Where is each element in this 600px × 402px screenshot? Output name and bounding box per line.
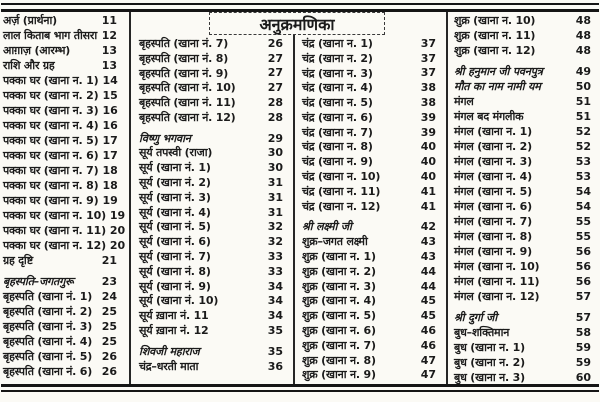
toc-entry-label: श्री लक्ष्मी जी bbox=[302, 220, 352, 234]
toc-column-4 bbox=[448, 12, 600, 386]
toc-entry bbox=[139, 249, 283, 264]
toc-entry-label: चंद्र (खाना न. 6) bbox=[302, 110, 373, 124]
toc-entry bbox=[302, 66, 436, 81]
toc-entry-label: चंद्र (खाना न. 1) bbox=[302, 36, 373, 50]
toc-entry-page: 58 bbox=[575, 326, 591, 339]
toc-entry bbox=[454, 274, 591, 289]
toc-entry-label: बृहस्पति (खाना नं. 3) bbox=[3, 320, 93, 333]
toc-entry bbox=[302, 169, 436, 184]
toc-entry-label: मंगल बद मंगलीक bbox=[454, 110, 524, 123]
toc-entry bbox=[3, 163, 117, 178]
toc-entry-page: 33 bbox=[267, 264, 283, 278]
bottom-double-rule bbox=[1, 384, 599, 392]
toc-column-1 bbox=[0, 12, 131, 386]
toc-entry-page: 40 bbox=[420, 155, 436, 169]
toc-entry-page: 32 bbox=[267, 220, 283, 234]
toc-entry-page: 51 bbox=[575, 110, 591, 123]
toc-entry-label: मंगल (खाना न. 8) bbox=[454, 230, 532, 243]
toc-entry bbox=[454, 310, 591, 325]
toc-entry bbox=[302, 95, 436, 110]
toc-entry bbox=[302, 140, 436, 155]
toc-entry bbox=[302, 80, 436, 95]
toc-entry-label: बुध (खाना न. 1) bbox=[454, 341, 525, 354]
toc-entry-label: मंगल (खाना न. 9) bbox=[454, 245, 532, 258]
toc-entry-page: 38 bbox=[420, 81, 436, 95]
toc-entry-page: 40 bbox=[420, 140, 436, 154]
toc-entry-page: 38 bbox=[420, 96, 436, 110]
toc-entry-label: शुक्र (खाना न. 12) bbox=[454, 44, 536, 57]
toc-entry-label: बृहस्पति (खाना नं. 4) bbox=[3, 335, 93, 348]
toc-entry bbox=[3, 238, 126, 253]
toc-entry-page: 34 bbox=[267, 279, 283, 293]
toc-entry-label: मंगल (खाना न. 4) bbox=[454, 170, 532, 183]
toc-entry-page: 28 bbox=[267, 110, 283, 124]
toc-entry-label: ग्रह दृष्टि bbox=[3, 254, 33, 267]
toc-entry bbox=[302, 199, 436, 214]
toc-entry-page: 21 bbox=[101, 254, 117, 267]
toc-entry bbox=[139, 110, 283, 125]
toc-entry bbox=[302, 323, 436, 338]
toc-entry-label: शुक्र (खाना न. 11) bbox=[454, 29, 536, 42]
toc-entry bbox=[454, 370, 591, 385]
toc-entry-page: 48 bbox=[575, 44, 591, 57]
toc-entry-label: सूर्य (खाना नं. 9) bbox=[139, 279, 211, 293]
toc-entry-page: 26 bbox=[101, 365, 117, 378]
toc-entry-page: 47 bbox=[420, 368, 436, 382]
toc-entry-page: 40 bbox=[420, 170, 436, 184]
page-title: अनुक्रमणिका bbox=[259, 14, 335, 34]
toc-entry-page: 25 bbox=[101, 335, 117, 348]
toc-entry-page: 18 bbox=[102, 179, 118, 192]
toc-entry-label: सूर्य (खाना नं. 4) bbox=[139, 205, 211, 219]
toc-entry-label: पक्का घर (खाना न. 12) bbox=[3, 239, 106, 252]
toc-entry-label: बृहस्पति (खाना नं. 2) bbox=[3, 305, 93, 318]
toc-entry bbox=[454, 28, 591, 43]
toc-entry-page: 54 bbox=[575, 200, 591, 213]
toc-entry-label: पक्का घर (खाना न. 2) bbox=[3, 89, 99, 102]
toc-entry-page: 31 bbox=[267, 205, 283, 219]
toc-entry-page: 32 bbox=[267, 235, 283, 249]
toc-entry-label: सूर्य ख़ाना नं. 11 bbox=[139, 309, 209, 323]
toc-entry-label: पक्का घर (खाना न. 11) bbox=[3, 224, 106, 237]
toc-entry bbox=[454, 214, 591, 229]
toc-entry-page: 56 bbox=[575, 260, 591, 273]
toc-entry-label: बृहस्पति (खाना नं. 6) bbox=[3, 365, 93, 378]
toc-entry-page: 54 bbox=[575, 185, 591, 198]
toc-entry-label: चंद्र (खाना न. 7) bbox=[302, 125, 373, 139]
toc-entry bbox=[302, 36, 436, 51]
toc-entry bbox=[302, 110, 436, 125]
toc-entry-page: 47 bbox=[420, 353, 436, 367]
toc-entry bbox=[139, 175, 283, 190]
toc-entry-page: 42 bbox=[420, 220, 436, 234]
toc-entry-label: पक्का घर (खाना न. 6) bbox=[3, 149, 99, 162]
toc-entry-page: 56 bbox=[575, 275, 591, 288]
toc-entry bbox=[302, 338, 436, 353]
toc-entry-label: पक्का घर (खाना न. 3) bbox=[3, 104, 99, 117]
toc-entry-page: 35 bbox=[267, 324, 283, 338]
toc-entry-page: 19 bbox=[102, 194, 118, 207]
toc-entry bbox=[3, 289, 117, 304]
toc-entry-label: चंद्र–धरती माता bbox=[139, 359, 199, 373]
toc-entry bbox=[3, 103, 117, 118]
toc-entry-page: 13 bbox=[101, 44, 117, 57]
toc-entry-label: सूर्य (खाना नं. 3) bbox=[139, 190, 211, 204]
toc-entry-label: शुक्र (खाना न. 3) bbox=[302, 279, 376, 293]
toc-entry-label: शुक्र (खाना न. 10) bbox=[454, 14, 536, 27]
toc-entry bbox=[139, 146, 283, 161]
toc-entry-label: बृहस्पति (खाना नं. 1) bbox=[3, 290, 93, 303]
toc-entry bbox=[3, 253, 117, 268]
toc-entry-page: 15 bbox=[102, 89, 118, 102]
toc-entry bbox=[3, 274, 117, 289]
toc-entry-label: पक्का घर (खाना न. 8) bbox=[3, 179, 99, 192]
toc-entry-page: 37 bbox=[420, 66, 436, 80]
page-title-box bbox=[209, 12, 385, 35]
toc-entry-page: 12 bbox=[101, 29, 117, 42]
toc-entry-page: 60 bbox=[575, 371, 591, 384]
toc-entry-page: 30 bbox=[267, 161, 283, 175]
toc-entry bbox=[454, 340, 591, 355]
toc-entry-label: बृहस्पति (खाना नं. 5) bbox=[3, 350, 93, 363]
toc-entry-label: शुक्र (खाना न. 9) bbox=[302, 368, 376, 382]
toc-entry bbox=[3, 349, 117, 364]
toc-entry-label: बृहस्पति (खाना नं. 8) bbox=[139, 51, 229, 65]
toc-entry-page: 16 bbox=[102, 119, 118, 132]
toc-entry-label: श्री हनुमान जी पवनपुत्र bbox=[454, 65, 543, 78]
toc-entry-page: 17 bbox=[102, 134, 118, 147]
toc-entry-label: शुक्र (खाना न. 2) bbox=[302, 264, 376, 278]
toc-entry bbox=[454, 259, 591, 274]
toc-entry bbox=[139, 294, 283, 309]
toc-entry-label: पक्का घर (खाना न. 4) bbox=[3, 119, 99, 132]
toc-entry bbox=[139, 131, 283, 146]
toc-entry bbox=[302, 308, 436, 323]
toc-entry-label: राशि और ग्रह bbox=[3, 59, 55, 72]
toc-entry-label: बृहस्पति (खाना नं. 11) bbox=[139, 96, 236, 110]
toc-entry bbox=[139, 234, 283, 249]
toc-entry-label: चंद्र (खाना न. 4) bbox=[302, 81, 373, 95]
toc-entry bbox=[3, 364, 117, 379]
toc-entry bbox=[3, 178, 117, 193]
toc-entry-page: 43 bbox=[420, 250, 436, 264]
toc-entry-label: मंगल (खाना न. 3) bbox=[454, 155, 532, 168]
toc-entry bbox=[139, 51, 283, 66]
toc-entry-label: सूर्य ख़ाना नं. 12 bbox=[139, 324, 209, 338]
toc-columns bbox=[0, 12, 600, 386]
toc-entry-label: पक्का घर (खाना न. 7) bbox=[3, 164, 99, 177]
toc-entry-label: बृहस्पति (खाना नं. 12) bbox=[139, 110, 236, 124]
toc-entry-page: 49 bbox=[575, 65, 591, 78]
toc-entry-page: 37 bbox=[420, 36, 436, 50]
toc-entry bbox=[454, 169, 591, 184]
toc-entry-page: 55 bbox=[575, 230, 591, 243]
toc-entry-page: 41 bbox=[420, 184, 436, 198]
toc-entry-label: विष्णु भगवान bbox=[139, 131, 191, 145]
toc-entry-label: शुक्र (खाना न. 7) bbox=[302, 338, 376, 352]
toc-entry bbox=[3, 133, 117, 148]
toc-entry-page: 30 bbox=[267, 146, 283, 160]
toc-entry-page: 41 bbox=[420, 199, 436, 213]
toc-entry-page: 19 bbox=[109, 209, 126, 222]
toc-entry bbox=[302, 154, 436, 169]
toc-entry-label: चंद्र (खाना न. 12) bbox=[302, 199, 381, 213]
toc-entry bbox=[139, 359, 283, 374]
toc-column-2 bbox=[131, 12, 295, 386]
toc-entry-label: आग़ाज़ (आरम्भ) bbox=[3, 44, 71, 57]
toc-entry-page: 37 bbox=[420, 51, 436, 65]
toc-entry-label: मंगल (खाना न. 1) bbox=[454, 125, 532, 138]
toc-entry bbox=[454, 64, 591, 79]
toc-entry bbox=[3, 118, 117, 133]
toc-entry-page: 18 bbox=[102, 164, 118, 177]
toc-entry-label: मंगल bbox=[454, 95, 474, 108]
toc-entry-page: 25 bbox=[101, 320, 117, 333]
toc-entry bbox=[454, 43, 591, 58]
toc-entry-page: 57 bbox=[575, 311, 591, 324]
toc-entry-page: 39 bbox=[420, 125, 436, 139]
top-double-rule bbox=[1, 3, 599, 12]
toc-entry bbox=[139, 344, 283, 359]
toc-entry bbox=[454, 124, 591, 139]
toc-entry bbox=[454, 184, 591, 199]
toc-entry-label: बृहस्पति (खाना नं. 9) bbox=[139, 66, 229, 80]
toc-entry-page: 44 bbox=[420, 264, 436, 278]
toc-entry-page: 33 bbox=[267, 250, 283, 264]
toc-entry bbox=[3, 88, 117, 103]
toc-entry-label: पक्का घर (खाना न. 9) bbox=[3, 194, 99, 207]
toc-entry bbox=[3, 148, 117, 163]
toc-entry-page: 59 bbox=[575, 356, 591, 369]
toc-entry-page: 51 bbox=[575, 95, 591, 108]
toc-entry-label: चंद्र (खाना न. 11) bbox=[302, 184, 381, 198]
toc-entry-page: 39 bbox=[420, 110, 436, 124]
toc-entry-label: सूर्य (खाना नं. 7) bbox=[139, 250, 211, 264]
toc-entry-label: सूर्य तपस्वी (राजा) bbox=[139, 146, 213, 160]
toc-entry bbox=[454, 79, 591, 94]
toc-entry-label: शुक्र (खाना न. 1) bbox=[302, 250, 376, 264]
toc-entry-label: मंगल (खाना न. 5) bbox=[454, 185, 532, 198]
toc-entry bbox=[302, 220, 436, 235]
toc-entry-page: 46 bbox=[420, 324, 436, 338]
toc-entry bbox=[302, 264, 436, 279]
toc-entry-label: लाल किताब भाग तीसरा bbox=[3, 29, 98, 42]
toc-entry-page: 27 bbox=[267, 66, 283, 80]
toc-entry bbox=[139, 190, 283, 205]
toc-entry bbox=[302, 353, 436, 368]
toc-entry bbox=[139, 264, 283, 279]
toc-entry-label: मंगल (खाना न. 7) bbox=[454, 215, 532, 228]
toc-entry bbox=[3, 193, 117, 208]
toc-entry-page: 20 bbox=[109, 224, 126, 237]
toc-entry bbox=[139, 36, 283, 51]
toc-entry-label: शुक्र–जगत लक्ष्मी bbox=[302, 235, 368, 249]
toc-entry bbox=[3, 58, 117, 73]
toc-entry bbox=[139, 160, 283, 175]
toc-entry-page: 11 bbox=[101, 14, 117, 27]
toc-entry-label: शुक्र (खाना न. 5) bbox=[302, 309, 376, 323]
toc-entry bbox=[454, 139, 591, 154]
toc-entry bbox=[302, 294, 436, 309]
toc-entry bbox=[454, 229, 591, 244]
toc-entry-page: 50 bbox=[575, 80, 591, 93]
toc-entry-label: शुक्र (खाना न. 8) bbox=[302, 353, 376, 367]
toc-entry-page: 34 bbox=[267, 294, 283, 308]
toc-entry-page: 43 bbox=[420, 235, 436, 249]
toc-entry-page: 52 bbox=[575, 125, 591, 138]
toc-entry-page: 48 bbox=[575, 14, 591, 27]
toc-entry bbox=[3, 334, 117, 349]
toc-entry-label: मंगल (खाना न. 11) bbox=[454, 275, 540, 288]
toc-entry bbox=[454, 244, 591, 259]
toc-entry-page: 48 bbox=[575, 29, 591, 42]
toc-entry bbox=[302, 125, 436, 140]
toc-entry-label: सूर्य (खाना नं. 5) bbox=[139, 220, 211, 234]
toc-entry-label: चंद्र (खाना न. 8) bbox=[302, 140, 373, 154]
toc-entry-page: 23 bbox=[101, 275, 117, 288]
toc-entry-label: चंद्र (खाना न. 5) bbox=[302, 96, 373, 110]
toc-entry-page: 28 bbox=[267, 96, 283, 110]
toc-entry-page: 59 bbox=[575, 341, 591, 354]
toc-entry bbox=[3, 28, 117, 43]
toc-column-3 bbox=[295, 12, 448, 386]
toc-entry bbox=[302, 279, 436, 294]
toc-entry-page: 35 bbox=[267, 344, 283, 358]
toc-entry-page: 56 bbox=[575, 245, 591, 258]
toc-entry bbox=[139, 308, 283, 323]
toc-entry bbox=[3, 43, 117, 58]
toc-entry-page: 17 bbox=[102, 149, 118, 162]
toc-entry-page: 45 bbox=[420, 294, 436, 308]
toc-entry bbox=[454, 13, 591, 28]
toc-entry bbox=[302, 234, 436, 249]
toc-entry bbox=[454, 94, 591, 109]
toc-entry bbox=[302, 249, 436, 264]
toc-entry bbox=[3, 319, 117, 334]
toc-entry-label: मंगल (खाना न. 6) bbox=[454, 200, 532, 213]
toc-entry-label: चंद्र (खाना न. 10) bbox=[302, 170, 381, 184]
toc-entry bbox=[139, 80, 283, 95]
toc-entry-page: 53 bbox=[575, 170, 591, 183]
toc-entry-label: शुक्र (खाना न. 4) bbox=[302, 294, 376, 308]
toc-entry-label: मौत का नाम नामी यम bbox=[454, 80, 541, 93]
toc-entry bbox=[454, 109, 591, 124]
toc-entry-page: 34 bbox=[267, 309, 283, 323]
toc-entry bbox=[3, 208, 126, 223]
toc-entry-label: सूर्य (खाना नं. 8) bbox=[139, 264, 211, 278]
toc-entry bbox=[139, 323, 283, 338]
toc-entry bbox=[139, 279, 283, 294]
toc-entry-label: चंद्र (खाना न. 2) bbox=[302, 51, 373, 65]
toc-entry-page: 52 bbox=[575, 140, 591, 153]
toc-entry-page: 45 bbox=[420, 309, 436, 323]
toc-entry-label: चंद्र (खाना न. 3) bbox=[302, 66, 373, 80]
toc-entry-label: सूर्य (खाना नं. 1) bbox=[139, 161, 211, 175]
toc-entry-page: 55 bbox=[575, 215, 591, 228]
toc-entry bbox=[139, 95, 283, 110]
toc-entry bbox=[139, 220, 283, 235]
toc-entry-label: मंगल (खाना न. 2) bbox=[454, 140, 532, 153]
toc-entry-page: 26 bbox=[101, 350, 117, 363]
toc-entry-label: बुध (खाना न. 3) bbox=[454, 371, 525, 384]
toc-entry-label: बृहस्पति (खाना नं. 7) bbox=[139, 36, 229, 50]
toc-entry-label: सूर्य (खाना नं. 6) bbox=[139, 235, 211, 249]
toc-entry bbox=[454, 154, 591, 169]
toc-entry-label: शिवजी महाराज bbox=[139, 344, 200, 358]
toc-entry bbox=[139, 205, 283, 220]
toc-entry bbox=[302, 51, 436, 66]
toc-entry-label: बुध–शक्तिमान bbox=[454, 326, 510, 339]
toc-entry-page: 46 bbox=[420, 338, 436, 352]
toc-entry-page: 27 bbox=[267, 81, 283, 95]
toc-entry-page: 14 bbox=[102, 74, 118, 87]
toc-entry-page: 44 bbox=[420, 279, 436, 293]
toc-entry-label: बृहस्पति (खाना नं. 10) bbox=[139, 81, 236, 95]
toc-entry bbox=[3, 13, 117, 28]
toc-entry bbox=[302, 184, 436, 199]
toc-entry-page: 13 bbox=[101, 59, 117, 72]
toc-entry-page: 57 bbox=[575, 290, 591, 303]
toc-entry bbox=[454, 289, 591, 304]
toc-entry-page: 53 bbox=[575, 155, 591, 168]
toc-entry-label: मंगल (खाना न. 10) bbox=[454, 260, 540, 273]
toc-entry-label: चंद्र (खाना न. 9) bbox=[302, 155, 373, 169]
toc-entry bbox=[454, 355, 591, 370]
toc-entry-label: अर्ज़ (प्रार्थना) bbox=[3, 14, 57, 27]
toc-entry-page: 31 bbox=[267, 190, 283, 204]
toc-entry-label: सूर्य (खाना नं. 10) bbox=[139, 294, 219, 308]
toc-entry-label: पक्का घर (खाना न. 1) bbox=[3, 74, 99, 87]
toc-entry-page: 20 bbox=[109, 239, 126, 252]
toc-entry-label: श्री दुर्गा जी bbox=[454, 311, 497, 324]
toc-entry-page: 25 bbox=[101, 305, 117, 318]
toc-entry-label: पक्का घर (खाना न. 10) bbox=[3, 209, 106, 222]
toc-entry-page: 29 bbox=[267, 131, 283, 145]
toc-entry-label: शुक्र (खाना न. 6) bbox=[302, 324, 376, 338]
toc-entry-page: 31 bbox=[267, 176, 283, 190]
toc-entry-page: 36 bbox=[267, 359, 283, 373]
toc-entry bbox=[454, 325, 591, 340]
toc-entry-label: मंगल (खाना न. 12) bbox=[454, 290, 540, 303]
toc-entry bbox=[3, 223, 126, 238]
toc-entry bbox=[454, 199, 591, 214]
toc-entry-label: पक्का घर (खाना न. 5) bbox=[3, 134, 99, 147]
toc-entry-label: बुध (खाना न. 2) bbox=[454, 356, 525, 369]
toc-entry bbox=[3, 73, 117, 88]
toc-entry bbox=[139, 66, 283, 81]
toc-entry-label: बृहस्पति–जगतगुरू bbox=[3, 275, 74, 288]
toc-entry bbox=[302, 368, 436, 383]
toc-entry-label: सूर्य (खाना नं. 2) bbox=[139, 176, 211, 190]
toc-entry-page: 27 bbox=[267, 51, 283, 65]
toc-entry-page: 16 bbox=[102, 104, 118, 117]
toc-entry-page: 24 bbox=[101, 290, 117, 303]
toc-entry-page: 26 bbox=[267, 36, 283, 50]
toc-entry bbox=[3, 304, 117, 319]
